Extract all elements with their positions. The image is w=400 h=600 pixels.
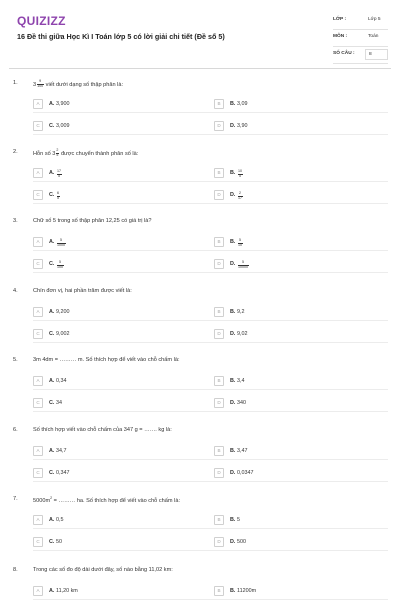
answer-option-b[interactable] xyxy=(214,237,364,247)
option-row-divider xyxy=(33,112,388,113)
option-label: D. xyxy=(230,261,236,267)
option-value: 11200m xyxy=(237,588,257,594)
question-number: 6. xyxy=(13,427,18,433)
answer-option-a[interactable] xyxy=(33,237,183,247)
option-letter-box[interactable]: B xyxy=(214,99,224,109)
option-letter-box[interactable]: B xyxy=(214,586,224,596)
answer-option-a[interactable] xyxy=(33,586,183,596)
meta-label: MÔN : xyxy=(333,34,348,39)
option-label: D. xyxy=(230,331,236,337)
option-label: C. xyxy=(49,470,55,476)
option-value xyxy=(237,239,243,248)
option-letter-box[interactable]: C xyxy=(33,468,43,478)
question-number: 7. xyxy=(13,496,18,502)
option-letter-box[interactable]: C xyxy=(33,259,43,269)
option-value: 9,002 xyxy=(56,331,70,337)
option-label: B. xyxy=(230,448,236,454)
option-letter-box[interactable]: D xyxy=(214,190,224,200)
fraction-numerator: 2 xyxy=(56,148,59,152)
option-value: 9,200 xyxy=(56,309,70,315)
fraction xyxy=(238,261,249,270)
option-label: B. xyxy=(230,170,236,176)
option-row-divider xyxy=(33,342,388,343)
option-label: B. xyxy=(230,378,236,384)
option-letter-box[interactable]: A xyxy=(33,307,43,317)
option-label: A. xyxy=(49,378,55,384)
option-label: B. xyxy=(230,517,236,523)
meta-value: Toán xyxy=(368,34,379,39)
answer-option-d[interactable] xyxy=(214,398,364,408)
answer-option-d[interactable] xyxy=(214,537,364,547)
option-letter-box[interactable]: D xyxy=(214,259,224,269)
fraction xyxy=(57,170,62,179)
fraction xyxy=(57,261,64,270)
option-row-divider xyxy=(33,250,388,251)
option-row-divider xyxy=(33,481,388,482)
fraction-numerator: 5 xyxy=(238,261,249,266)
fraction xyxy=(238,170,243,179)
fraction xyxy=(37,80,44,89)
question-text: $5000m^2$ = ……… ha. Số thích hợp để viết vào chỗ chấm là: xyxy=(33,496,180,504)
option-letter-box[interactable]: A xyxy=(33,446,43,456)
option-value xyxy=(237,170,243,179)
answer-option-c[interactable] xyxy=(33,190,183,200)
fraction-numerator: 9 xyxy=(37,80,44,85)
answer-option-b[interactable] xyxy=(214,99,364,109)
option-row-divider xyxy=(33,389,388,390)
answer-option-b[interactable] xyxy=(214,307,364,317)
option-letter-box[interactable]: B xyxy=(214,307,224,317)
option-letter-box[interactable]: B xyxy=(214,376,224,386)
option-value: 9,2 xyxy=(237,309,245,315)
question-text: Chữ số 5 trong số thập phân 12,25 có giá trị là? xyxy=(33,218,152,224)
meta-label: LỚP : xyxy=(333,17,347,22)
option-value: 3,900 xyxy=(56,101,70,107)
option-letter-box[interactable]: A xyxy=(33,168,43,178)
meta-info xyxy=(333,13,388,64)
option-row-divider xyxy=(33,320,388,321)
question-number: 1. xyxy=(13,80,18,86)
question-text: Trong các số đo độ dài dưới đây, số nào bằng 11,02 km: xyxy=(33,567,173,573)
option-value: 9,02 xyxy=(237,331,248,337)
option-letter-box[interactable]: A xyxy=(33,237,43,247)
option-label: B. xyxy=(230,309,236,315)
fraction-denominator: 100 xyxy=(57,264,63,269)
option-row-divider xyxy=(33,550,388,551)
option-label: D. xyxy=(230,192,236,198)
answer-option-d[interactable] xyxy=(214,121,364,131)
fraction xyxy=(57,239,66,248)
option-row-divider xyxy=(33,411,388,412)
option-label: D. xyxy=(230,470,236,476)
option-letter-box[interactable]: D xyxy=(214,329,224,339)
fraction-numerator: 2 xyxy=(239,191,241,195)
meta-value: 8 xyxy=(365,49,388,60)
option-value xyxy=(56,239,66,248)
meta-class-row xyxy=(333,13,388,30)
fraction-denominator: 5 xyxy=(58,173,60,178)
question-3 xyxy=(0,218,400,286)
option-row-divider xyxy=(33,528,388,529)
option-letter-box[interactable]: D xyxy=(214,468,224,478)
option-value: 34 xyxy=(56,400,62,406)
fraction-numerator: 10 xyxy=(238,169,242,173)
fraction-denominator: 5 xyxy=(57,195,59,200)
option-row-divider xyxy=(33,181,388,182)
question-text: 3 $\frac{9}{100}$ viết dưới dạng số thập phân là: xyxy=(33,79,124,88)
answer-option-b[interactable] xyxy=(214,376,364,386)
option-value: 5 xyxy=(237,517,240,523)
option-label: A. xyxy=(49,101,55,107)
question-6 xyxy=(0,427,400,495)
fraction xyxy=(57,192,60,201)
option-value xyxy=(237,192,243,201)
answer-option-c[interactable] xyxy=(33,121,183,131)
option-label: B. xyxy=(230,101,236,107)
answer-option-c[interactable] xyxy=(33,259,183,269)
quizizz-logo: QUIZIZZ xyxy=(17,14,66,28)
option-letter-box[interactable]: A xyxy=(33,99,43,109)
fraction-numerator: 5 xyxy=(57,239,66,244)
answer-option-b[interactable] xyxy=(214,515,364,525)
option-value: 34,7 xyxy=(56,448,67,454)
document-title: 16 Đề thi giữa Học Kì I Toán lớp 5 có lời giải chi tiết (Đề số 5) xyxy=(17,32,225,41)
fraction xyxy=(238,239,243,248)
answer-option-a[interactable] xyxy=(33,376,183,386)
option-letter-box[interactable]: C xyxy=(33,121,43,131)
option-row-divider xyxy=(33,459,388,460)
option-label: A. xyxy=(49,517,55,523)
question-number: 8. xyxy=(13,567,18,573)
option-letter-box[interactable]: A xyxy=(33,586,43,596)
fraction xyxy=(238,192,243,201)
option-letter-box[interactable]: B xyxy=(214,446,224,456)
option-label: C. xyxy=(49,331,55,337)
fraction-numerator: 6 xyxy=(57,191,59,195)
option-row-divider xyxy=(33,134,388,135)
option-value: 0,347 xyxy=(56,470,70,476)
header-divider xyxy=(9,68,391,69)
question-text: Hỗn số 3 $\frac{2}{5}$ được chuyển thành phân số là: xyxy=(33,148,139,157)
option-value: 500 xyxy=(237,539,246,545)
option-row-divider xyxy=(33,272,388,273)
fraction-denominator: 17 xyxy=(238,195,242,200)
option-row-divider xyxy=(33,203,388,204)
option-letter-box[interactable]: C xyxy=(33,329,43,339)
option-label: C. xyxy=(49,539,55,545)
option-value: 3,4 xyxy=(237,378,245,384)
answer-option-a[interactable] xyxy=(33,515,183,525)
option-letter-box[interactable]: C xyxy=(33,190,43,200)
option-value xyxy=(56,261,64,270)
option-letter-box[interactable]: D xyxy=(214,398,224,408)
question-number: 3. xyxy=(13,218,18,224)
answer-option-a[interactable] xyxy=(33,446,183,456)
answer-option-d[interactable] xyxy=(214,190,364,200)
option-letter-box[interactable]: C xyxy=(33,537,43,547)
question-7 xyxy=(0,496,400,564)
option-letter-box[interactable]: B xyxy=(214,237,224,247)
answer-option-b[interactable] xyxy=(214,168,364,178)
option-label: D. xyxy=(230,123,236,129)
answer-option-c[interactable] xyxy=(33,468,183,478)
answer-option-c[interactable] xyxy=(33,398,183,408)
question-5 xyxy=(0,357,400,425)
fraction-denominator: 5 xyxy=(56,152,59,157)
option-value xyxy=(56,192,60,201)
question-text: 3m 4dm = ……… m. Số thích hợp để viết vào chỗ chấm là: xyxy=(33,357,180,363)
question-2 xyxy=(0,149,400,217)
option-value: 3,47 xyxy=(237,448,248,454)
fraction-numerator: 17 xyxy=(57,169,61,173)
answer-option-a[interactable] xyxy=(33,307,183,317)
option-value: 3,09 xyxy=(237,101,248,107)
option-value: 50 xyxy=(56,539,62,545)
fraction-denominator: 10 xyxy=(238,242,242,247)
option-letter-box[interactable]: B xyxy=(214,515,224,525)
option-label: A. xyxy=(49,239,55,245)
fraction-denominator: 100 xyxy=(37,83,44,88)
option-label: A. xyxy=(49,588,55,594)
option-label: C. xyxy=(49,400,55,406)
option-label: A. xyxy=(49,170,55,176)
meta-count-row xyxy=(333,47,388,64)
fraction-denominator: 10000 xyxy=(238,264,248,269)
option-value: 0,0347 xyxy=(237,470,254,476)
answer-option-d[interactable] xyxy=(214,259,364,269)
option-label: A. xyxy=(49,309,55,315)
answer-option-b[interactable] xyxy=(214,586,364,596)
option-value: 340 xyxy=(237,400,246,406)
question-1 xyxy=(0,80,400,148)
meta-label: SỐ CÂU : xyxy=(333,51,355,56)
option-label: A. xyxy=(49,448,55,454)
answer-option-b[interactable] xyxy=(214,446,364,456)
question-text: Số thích hợp viết vào chỗ chấm của 347 g = ……. kg là: xyxy=(33,427,172,433)
question-number: 4. xyxy=(13,288,18,294)
meta-value: Lớp 5 xyxy=(368,17,381,22)
meta-subject-row xyxy=(333,30,388,47)
question-4 xyxy=(0,288,400,356)
option-label: C. xyxy=(49,192,55,198)
option-value: 3,009 xyxy=(56,123,70,129)
option-label: D. xyxy=(230,400,236,406)
answer-option-a[interactable] xyxy=(33,168,183,178)
answer-option-d[interactable] xyxy=(214,468,364,478)
option-letter-box[interactable]: B xyxy=(214,168,224,178)
question-8 xyxy=(0,567,400,600)
option-label: B. xyxy=(230,239,236,245)
question-text: Chín đơn vị, hai phần trăm được viết là: xyxy=(33,288,132,294)
option-label: C. xyxy=(49,261,55,267)
option-value xyxy=(237,261,249,270)
option-label: B. xyxy=(230,588,236,594)
option-label: D. xyxy=(230,539,236,545)
option-value: 0,5 xyxy=(56,517,64,523)
option-letter-box[interactable]: C xyxy=(33,398,43,408)
option-letter-box[interactable]: A xyxy=(33,515,43,525)
option-label: C. xyxy=(49,123,55,129)
document-header xyxy=(0,0,400,68)
superscript: 2 xyxy=(50,496,53,500)
answer-option-d[interactable] xyxy=(214,329,364,339)
option-value xyxy=(56,170,62,179)
option-letter-box[interactable]: D xyxy=(214,537,224,547)
question-number: 2. xyxy=(13,149,18,155)
answer-option-a[interactable] xyxy=(33,99,183,109)
fraction xyxy=(56,149,59,158)
question-number: 5. xyxy=(13,357,18,363)
option-value: 3,90 xyxy=(237,123,248,129)
option-letter-box[interactable]: D xyxy=(214,121,224,131)
option-value: 0,34 xyxy=(56,378,67,384)
answer-option-c[interactable] xyxy=(33,537,183,547)
fraction-numerator: 5 xyxy=(239,238,241,242)
option-letter-box[interactable]: A xyxy=(33,376,43,386)
fraction-numerator: 5 xyxy=(57,261,64,266)
option-value: 11,20 km xyxy=(56,588,78,594)
fraction-denominator: 5 xyxy=(239,173,241,178)
answer-option-c[interactable] xyxy=(33,329,183,339)
fraction-denominator: 1000 xyxy=(57,242,65,247)
